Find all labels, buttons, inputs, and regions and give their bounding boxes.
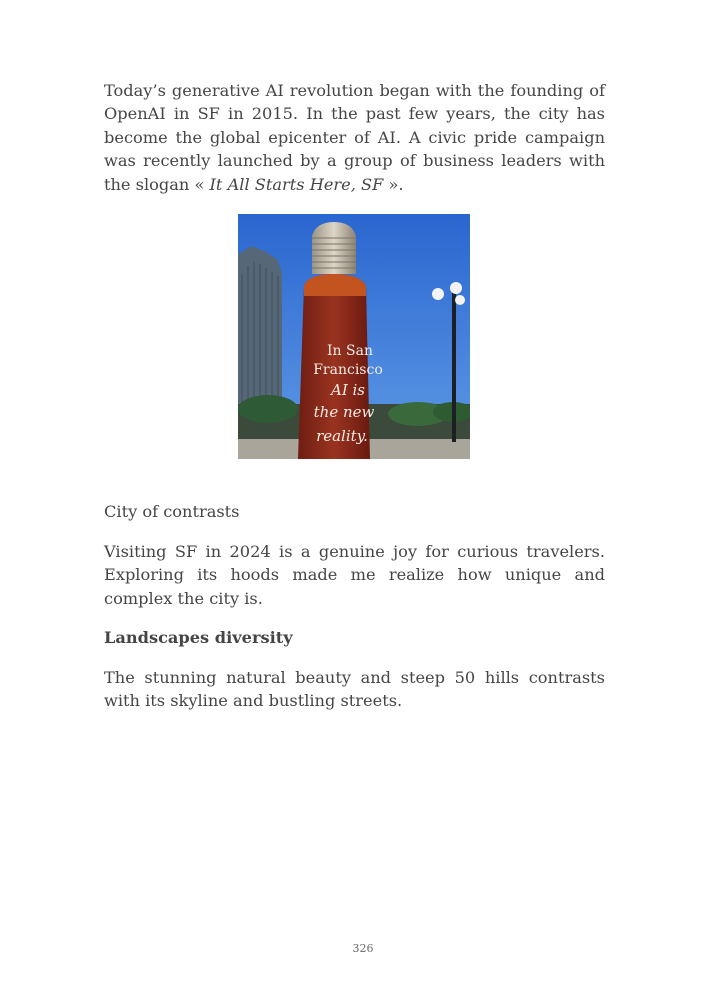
section-heading [104,500,605,523]
section-paragraph: Visiting SF in 2024 is a genuine joy for curious travelers. Exploring its hoods made me realize how unique and complex the city is. [104,542,605,608]
subsection-heading-text: Landscapes diversity [104,628,293,647]
sign-line-2: Francisco [313,362,383,378]
intro-text-end: ». [383,174,404,194]
sign-line-1: In San [327,343,373,359]
sign-line-5: reality. [316,427,368,445]
sign-line-4: the new [313,403,375,421]
subsection-heading [104,626,605,649]
subsection-paragraph: The stunning natural beauty and steep 50 hills contrasts with its skyline and bustling streets. [104,668,605,711]
subsection-paragraph-block [104,666,605,713]
section-heading-text: City of contrasts [104,502,240,521]
slogan-text: It All Starts Here, SF [209,174,384,194]
intro-paragraph-block [104,79,605,196]
photo-illustration [238,214,470,459]
san-francisco-photo [238,214,470,459]
section-paragraph-block [104,540,605,610]
page-number: 326 [352,942,374,955]
intro-text: Today’s generative AI revolution began with the founding of OpenAI in SF in 2015. In the past few years, the city has become the global epicenter of AI. A civic pride campaign was recently launched by a group of business leaders with the slogan « [104,81,605,194]
intro-paragraph [104,79,605,196]
sign-line-3: AI is [330,381,366,399]
